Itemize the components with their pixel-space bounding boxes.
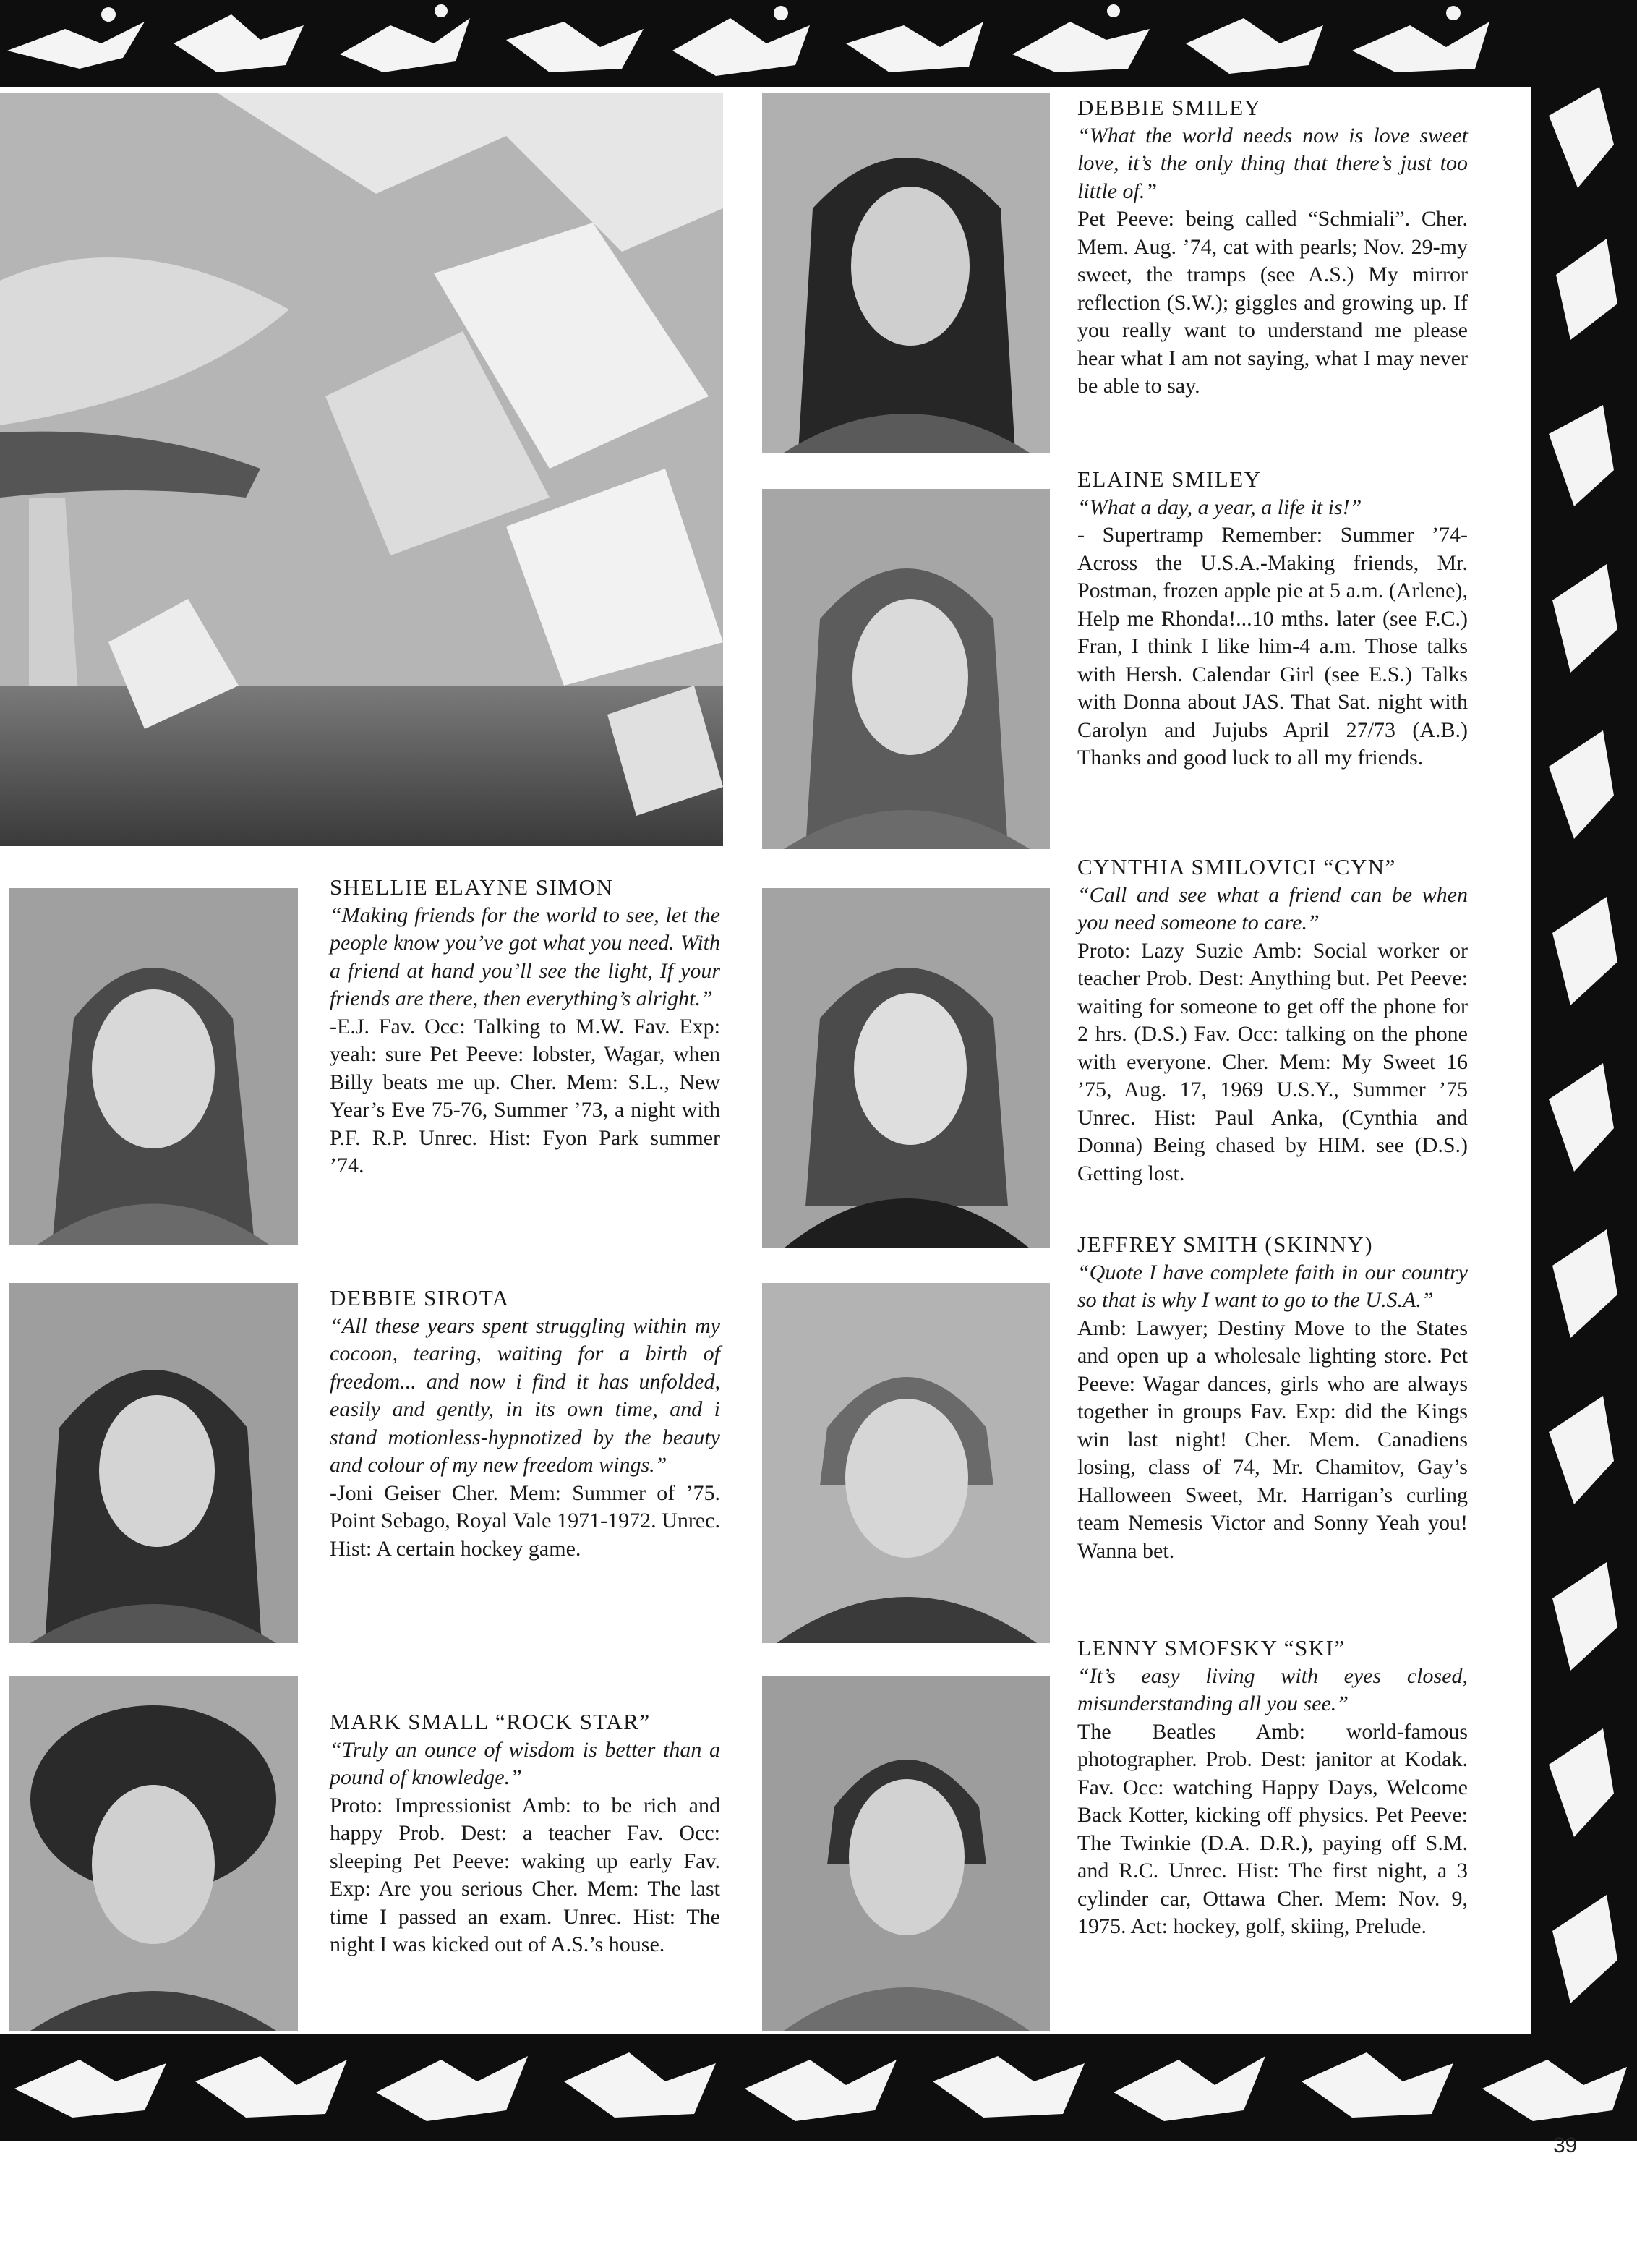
student-quote: “What the world needs now is love sweet love, it’s the only thing that there’s just too little of.” — [1077, 123, 1468, 203]
frame-top-border — [0, 0, 1547, 94]
student-quote: “Truly an ounce of wisdom is better than a pound of knowledge.” — [330, 1737, 720, 1789]
portrait-mark-small — [9, 1676, 298, 2031]
frame-bottom-border — [0, 2031, 1637, 2141]
bird-pattern-right-icon — [1527, 0, 1637, 2141]
entry-cynthia-smilovici — [1077, 853, 1468, 1188]
student-name: JEFFREY SMITH (SKINNY) — [1077, 1232, 1374, 1257]
student-name: SHELLIE ELAYNE SIMON — [330, 874, 614, 900]
entry-debbie-sirota — [330, 1284, 720, 1563]
student-details: Proto: Lazy Suzie Amb: Social worker or teacher Prob. Dest: Anything but. Pet Peeve: waiting for someone to get off the phone for 2 hrs. (D.S.) Fav. Occ: talking on the phone with everyone. Cher. Mem: My Sweet 16 ’75, Aug. 17, 1969 U.S.Y., Summer ’75 Unrec. Hist: Paul Anka, (Cynthia and Donna) Being chased by HIM. see (D.S.) Getting lost. — [1077, 938, 1468, 1185]
entry-elaine-smiley — [1077, 466, 1468, 772]
portrait-icon — [762, 888, 1050, 1248]
student-name: MARK SMALL “ROCK STAR” — [330, 1709, 651, 1734]
student-details: The Beatles Amb: world-famous photographer. Prob. Dest: janitor at Kodak. Fav. Occ: watching Happy Days, Welcome Back Kotter, kicking off physics. Pet Peeve: The Twinkie (D.A. D.R.), paying off S.M. and R.C. Unrec. Hist: The first night, a 3 cylinder car, Ottawa Cher. Mem: Nov. 9, 1975. Act: hockey, golf, skiing, Prelude. — [1077, 1719, 1468, 1938]
student-name: DEBBIE SIROTA — [330, 1285, 510, 1310]
student-name: LENNY SMOFSKY “SKI” — [1077, 1635, 1346, 1660]
entry-mark-small — [330, 1708, 720, 1959]
mushroom-image-icon — [0, 93, 723, 846]
student-name: CYNTHIA SMILOVICI “CYN” — [1077, 854, 1396, 879]
portrait-icon — [9, 1283, 298, 1643]
frame-right-border — [1527, 0, 1637, 2141]
entry-lenny-smofsky — [1077, 1634, 1468, 1941]
student-details: -E.J. Fav. Occ: Talking to M.W. Fav. Exp: yeah: sure Pet Peeve: lobster, Wagar, when Billy beats me up. Cher. Mem: S.L., New Year’s Eve 75-76, Summer ’73, a night with P.F. R.P. Unrec. Hist: Fyon Park summer ’74. — [330, 1014, 720, 1177]
entry-debbie-smiley — [1077, 94, 1468, 401]
portrait-icon — [9, 888, 298, 1245]
student-quote: “It’s easy living with eyes closed, misunderstanding all you see.” — [1077, 1663, 1468, 1715]
student-quote: “What a day, a year, a life it is!” — [1077, 495, 1362, 519]
portrait-elaine-smiley — [762, 489, 1050, 849]
mushroom-nature-photo — [0, 93, 723, 846]
page-number: 39 — [1553, 2133, 1578, 2157]
portrait-debbie-smiley — [762, 93, 1050, 453]
portrait-icon — [9, 1676, 298, 2031]
student-quote: “Call and see what a friend can be when you need someone to care.” — [1077, 882, 1468, 934]
entry-shellie-simon — [330, 874, 720, 1180]
portrait-icon — [762, 489, 1050, 849]
student-name: ELAINE SMILEY — [1077, 466, 1262, 492]
portrait-icon — [762, 1676, 1050, 2031]
student-details: Amb: Lawyer; Destiny Move to the States and open up a wholesale lighting store. Pet Peeve: Wagar dances, girls who are always together in groups Fav. Exp: did the Kings win last night! Cher. Mem. Canadiens losing, class of 74, Mr. Chamitov, Gay’s Halloween Sweet, Mr. Harrigan’s curling team Nemesis Victor and Sonny Yeah you! Wanna bet. — [1077, 1316, 1468, 1563]
entry-jeffrey-smith — [1077, 1231, 1468, 1565]
student-details: Pet Peeve: being called “Schmiali”. Cher. Mem. Aug. ’74, cat with pearls; Nov. 29-my sweet, the tramps (see A.S.) My mirror reflection (S.W.); giggles and growing up. If you really want to understand me please hear what I am not saying, what I may never be able to say. — [1077, 207, 1468, 398]
student-name: DEBBIE SMILEY — [1077, 95, 1262, 120]
bird-pattern-bottom-icon — [0, 2031, 1637, 2141]
portrait-cynthia-smilovici — [762, 888, 1050, 1248]
portrait-lenny-smofsky — [762, 1676, 1050, 2031]
bird-pattern-top-icon — [0, 0, 1547, 94]
portrait-shellie-simon — [9, 888, 298, 1245]
student-details: -Joni Geiser Cher. Mem: Summer of ’75. Point Sebago, Royal Vale 1971-1972. Unrec. Hist: A certain hockey game. — [330, 1480, 720, 1561]
student-details: Proto: Impressionist Amb: to be rich and happy Prob. Dest: a teacher Fav. Occ: sleeping Pet Peeve: waking up early Fav. Exp: Are you serious Cher. Mem: The last time I passed an exam. Unrec. Hist: The night I was kicked out of A.S.’s house. — [330, 1793, 720, 1956]
student-quote: “Quote I have complete faith in our country so that is why I want to go to the U.S.A.” — [1077, 1260, 1468, 1312]
portrait-icon — [762, 93, 1050, 453]
portrait-debbie-sirota — [9, 1283, 298, 1643]
student-quote: “Making friends for the world to see, let the people know you’ve got what you need. With a friend at hand you’ll see the light, If your friends are there, then everything’s alright.” — [330, 903, 720, 1010]
portrait-jeffrey-smith — [762, 1283, 1050, 1643]
student-quote: “All these years spent struggling within my cocoon, tearing, waiting for a birth of freedom... and now i find it has unfolded, easily and gently, in its own time, and i stand motionless-hypnotized by the beauty and colour of my new freedom wings.” — [330, 1313, 720, 1477]
student-details: - Supertramp Remember: Summer ’74-Across the U.S.A.-Making friends, Mr. Postman, frozen apple pie at 5 a.m. (Arlene), Help me Rhonda!...10 mths. later (see F.C.) Fran, I think I like him-4 a.m. Those talks with Hersh. Calendar Girl (see E.S.) Talks with Donna about JAS. That Sat. night with Carolyn and Jujubs April 27/73 (A.B.) Thanks and good luck to all my friends. — [1077, 523, 1468, 770]
portrait-icon — [762, 1283, 1050, 1643]
